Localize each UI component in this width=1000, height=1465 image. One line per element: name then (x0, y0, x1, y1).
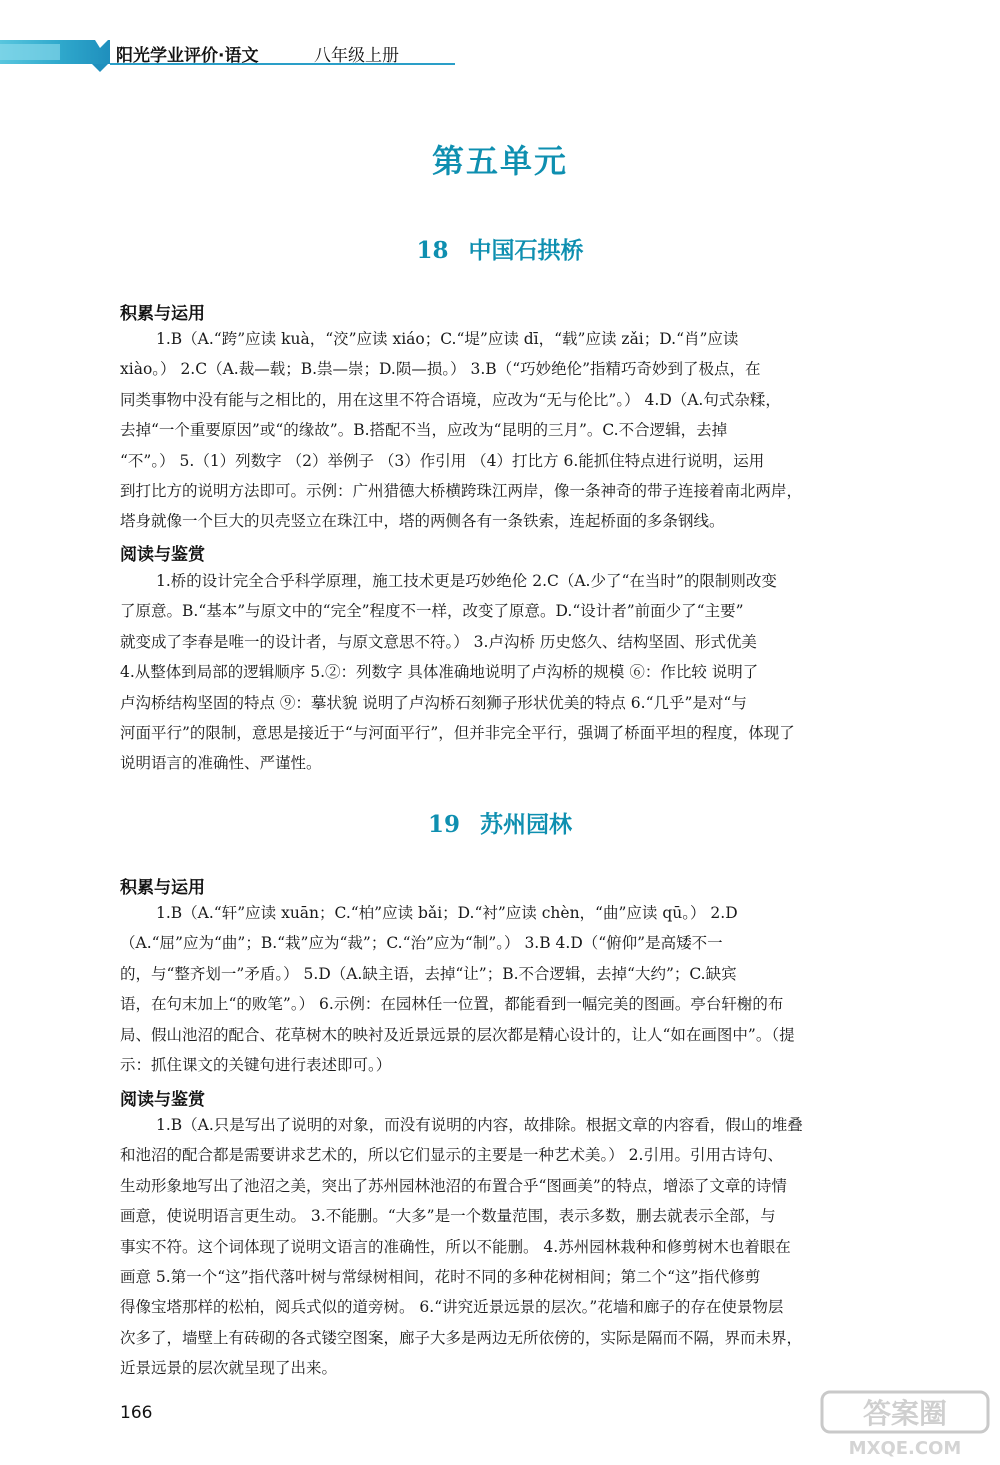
text-line: 局、假山池沼的配合、花草树木的映衬及近景远景的层次都是精心设计的，让人“如在画图中”。（提 (120, 1025, 795, 1044)
text-line: 1.B（A.“跨”应读 kuà，“洨”应读 xiáo；C.“堤”应读 dī，“载”应读 zǎi；D.“肖”应读 (156, 330, 739, 348)
section-heading: 积累与运用 (120, 878, 205, 898)
page-number: 166 (120, 1403, 153, 1423)
lesson-number: 19 (427, 811, 460, 838)
text-line: 和池沼的配合都是需要讲求艺术的，所以它们显示的主要是一种艺术美。） 2.引用。引用古诗句、 (120, 1146, 783, 1165)
text-line: 河面平行”的限制，意思是接近于“与河面平行”，但并非完全平行，强调了桥面平坦的程度，体现了 (120, 723, 795, 742)
text-line: 4.从整体到局部的逻辑顺序 5.②：列数字 具体准确地说明了卢沟桥的规模 ⑥：作比较 说明了 (120, 663, 759, 682)
text-line: 去掉“一个重要原因”或“的缘故”。B.搭配不当，应改为“昆明的三月”。C.不合逻辑，去掉 (120, 421, 728, 440)
header-band (0, 0, 1000, 80)
answer-paragraph (120, 1110, 920, 1384)
watermark-logo (820, 1390, 990, 1460)
page-header (0, 0, 1000, 80)
text-line: xiào。） 2.C（A.裁—载；B.祟—崇；D.陨—损。） 3.B（“巧妙绝伦”指精巧奇妙到了极点，在 (120, 360, 761, 379)
text-line: 生动形象地写出了池沼之美，突出了苏州园林池沼的布置合乎“图画美”的特点，增添了文章的诗情 (120, 1176, 787, 1195)
text-line: 卢沟桥结构坚固的特点 ⑨：摹状貌 说明了卢沟桥石刻狮子形状优美的特点 6.“几乎”是对“与 (120, 693, 747, 712)
text-line: 画意，使说明语言更生动。 3.不能删。“大多”是一个数量范围，表示多数，删去就表示全部，与 (120, 1207, 776, 1226)
answer-paragraph (120, 566, 920, 779)
text-line: （A.“屈”应为“曲”；B.“栽”应为“裁”；C.“治”应为“制”。） 3.B 4.D（“俯仰”是高矮不一 (120, 934, 723, 953)
lesson-title (0, 232, 1000, 265)
text-line: 了原意。B.“基本”与原文中的“完全”程度不一样，改变了原意。D.“设计者”前面少了“主要” (120, 602, 744, 621)
book-grade: 八年级上册 (314, 46, 399, 66)
text-line: 塔身就像一个巨大的贝壳竖立在珠江中，塔的两侧各有一条铁索，连起桥面的多条钢线。 (120, 512, 725, 531)
section-heading: 阅读与鉴赏 (120, 1090, 205, 1110)
lesson-title (0, 806, 1000, 839)
text-line: 1.B（A.“轩”应读 xuān；C.“柏”应读 bǎi；D.“衬”应读 chèn，“曲”应读 qū。） 2.D (156, 904, 738, 922)
text-line: 得像宝塔那样的松柏，阅兵式似的道旁树。 6.“讲究近景远景的层次。”花墙和廊子的存在使景物层 (120, 1298, 784, 1317)
text-line: 近景远景的层次就呈现了出来。 (120, 1359, 338, 1378)
text-line: 到打比方的说明方法即可。示例：广州猎德大桥横跨珠江两岸，像一条神奇的带子连接着南北两岸， (120, 481, 803, 500)
text-line: 1.B（A.只是写出了说明的对象，而没有说明的内容，故排除。根据文章的内容看，假山的堆叠 (156, 1116, 803, 1134)
lesson-name: 苏州园林 (480, 811, 572, 838)
text-line: 就变成了李春是唯一的设计者，与原文意思不符。） 3.卢沟桥 历史悠久、结构坚固、形式优美 (120, 632, 757, 651)
text-line: 同类事物中没有能与之相比的，用在这里不符合语境，应改为“无与伦比”。） 4.D（A.句式杂糅， (120, 390, 781, 409)
watermark-text-bottom: MXQE.COM (848, 1438, 962, 1459)
text-line: 事实不符。这个词体现了说明文语言的准确性，所以不能删。 4.苏州园林栽种和修剪树木也着眼在 (120, 1237, 791, 1256)
text-line: 1.桥的设计完全合乎科学原理，施工技术更是巧妙绝伦 2.C（A.少了“在当时”的限制则改变 (156, 572, 777, 590)
text-line: 说明语言的准确性、严谨性。 (120, 754, 322, 773)
lesson-number: 18 (416, 237, 449, 264)
text-line: 示：抓住课文的关键句进行表述即可。） (120, 1055, 392, 1074)
answer-paragraph (120, 898, 920, 1080)
unit-title: 第五单元 (431, 142, 568, 180)
section-heading: 阅读与鉴赏 (120, 545, 205, 565)
text-line: 画意 5.第一个“这”指代落叶树与常绿树相间，花时不同的多种花树相间；第二个“这”指代修剪 (120, 1267, 761, 1286)
text-line: 次多了，墙壁上有砖砌的各式镂空图案，廊子大多是两边无所依傍的，实际是隔而不隔，界而未界， (120, 1328, 803, 1347)
text-line: 语，在句末加上“的败笔”。） 6.示例：在园林任一位置，都能看到一幅完美的图画。亭台轩榭的布 (120, 995, 784, 1014)
lesson-name: 中国石拱桥 (468, 237, 584, 264)
book-title: 阳光学业评价·语文 (116, 46, 259, 66)
text-line: 的，与“整齐划一”矛盾。） 5.D（A.缺主语，去掉“让”；B.不合逻辑，去掉“大约”；C.缺宾 (120, 964, 737, 983)
text-line: “不”。） 5.（1）列数字 （2）举例子 （3）作引用 （4）打比方 6.能抓住特点进行说明，运用 (120, 451, 765, 470)
answer-paragraph (120, 324, 920, 537)
watermark-text-top: 答案圈 (862, 1397, 948, 1430)
section-heading: 积累与运用 (120, 304, 205, 324)
